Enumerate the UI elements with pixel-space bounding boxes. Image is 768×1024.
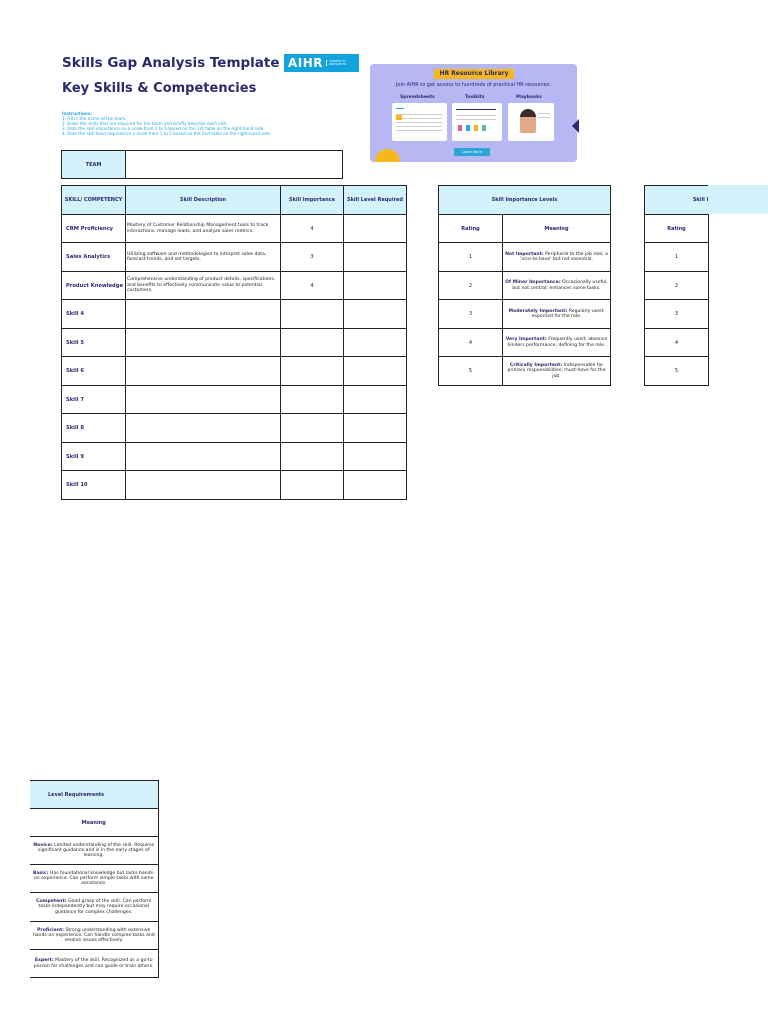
- table-row: [30, 950, 158, 978]
- skill-description[interactable]: Comprehensive understanding of product details, specifications, and benefits to effectively communicate value to potential customers.: [126, 272, 281, 300]
- skill-importance[interactable]: 4: [281, 272, 344, 300]
- skill-level[interactable]: [344, 386, 407, 414]
- decorative-circle-icon: [375, 149, 400, 162]
- skill-importance[interactable]: [281, 386, 344, 414]
- skill-description[interactable]: Utilizing software and methodologies to interpret sales data, forecast trends, and set targets.: [126, 243, 281, 272]
- skill-level-table: [644, 185, 709, 386]
- table-row: [30, 865, 158, 893]
- skill-name[interactable]: Skill 4: [62, 300, 126, 329]
- skill-importance[interactable]: [281, 471, 344, 500]
- level-rating: 3: [645, 300, 709, 329]
- level-table-header-overflow: [708, 185, 768, 214]
- skill-importance[interactable]: [281, 443, 344, 471]
- banner-category-toolkits: Toolkits: [465, 95, 485, 100]
- skill-name[interactable]: Skill 7: [62, 386, 126, 414]
- aihr-logo: [284, 54, 359, 72]
- table-row: [30, 922, 158, 950]
- level-rating: 4: [645, 329, 709, 357]
- skill-name[interactable]: Skill 9: [62, 443, 126, 471]
- skill-description[interactable]: [126, 386, 281, 414]
- instructions: [62, 111, 271, 136]
- skill-description[interactable]: Mastery of Customer Relationship Management tools to track interactions, manage leads, and analyze sales metrics.: [126, 215, 281, 243]
- skill-description[interactable]: [126, 300, 281, 329]
- level-table-title: Skill I: [645, 186, 709, 215]
- skill-level[interactable]: [344, 443, 407, 471]
- skill-level[interactable]: [344, 357, 407, 386]
- level-rating: 1: [645, 243, 709, 272]
- importance-meaning: Very Important: Frequently used; absence hinders performance; defining for the role.: [503, 329, 611, 357]
- skill-description[interactable]: [126, 471, 281, 500]
- level-meaning: Competent: Good grasp of the skill. Can perform tasks independently but may require occasional guidance for complex challenges.: [30, 893, 158, 922]
- toolkit-preview-card: [452, 103, 502, 141]
- table-row: [62, 443, 407, 471]
- level-col-rating: Rating: [645, 215, 709, 243]
- instruction-line: 3. Rate the skill importance on a scale from 1 to 5 based on the 1st table on the right-hand side.: [62, 126, 265, 131]
- importance-meaning: Not Important: Peripheral to the job role; a 'nice-to-have' but not essential.: [503, 243, 611, 272]
- table-row: [30, 893, 158, 922]
- header-skill-description: Skill Description: [126, 186, 281, 215]
- page-title: Skills Gap Analysis Template: [62, 55, 280, 71]
- skill-name[interactable]: Skill 6: [62, 357, 126, 386]
- level-meaning: Basic: Has foundational knowledge but lacks hands-on experience. Can perform simple tasks with some assistance.: [30, 865, 158, 893]
- instructions-heading: Instructions:: [62, 111, 93, 116]
- importance-table-title: Skill Importance Levels: [439, 186, 611, 215]
- instruction-line: 2. Enter the skills that are required for the team and briefly describe each skill.: [62, 121, 228, 126]
- skill-name[interactable]: CRM Proficiency: [62, 215, 126, 243]
- importance-rating: 2: [439, 272, 503, 300]
- importance-rating: 1: [439, 243, 503, 272]
- skills-table-header: [62, 186, 407, 215]
- logo-text: AIHR: [288, 56, 324, 70]
- hr-resource-library-banner[interactable]: [370, 64, 577, 162]
- level-meaning: Expert: Mastery of the skill. Recognized as a go-to person for challenges and can guide or train others.: [30, 950, 158, 978]
- skill-level[interactable]: [344, 215, 407, 243]
- table-row: [62, 329, 407, 357]
- learn-more-button[interactable]: Learn More: [454, 148, 490, 156]
- importance-rating: 5: [439, 357, 503, 386]
- spreadsheet-preview-card: [392, 103, 447, 141]
- table-row: [62, 300, 407, 329]
- skill-name[interactable]: Skill 8: [62, 414, 126, 443]
- skill-name[interactable]: Sales Analytics: [62, 243, 126, 272]
- skill-importance[interactable]: 3: [281, 243, 344, 272]
- table-row: [62, 243, 407, 272]
- table-row: [62, 386, 407, 414]
- importance-col-meaning: Meaning: [503, 215, 611, 243]
- skill-level[interactable]: [344, 243, 407, 272]
- instruction-line: 1. Fill in the name of the team.: [62, 116, 127, 121]
- skill-importance[interactable]: [281, 414, 344, 443]
- skill-level[interactable]: [344, 329, 407, 357]
- importance-levels-table: [438, 185, 611, 386]
- header-skill-competency: SKILL/ COMPETENCY: [62, 186, 126, 215]
- table-row: [62, 215, 407, 243]
- level-requirements-table: [30, 780, 159, 978]
- table-row: [439, 272, 611, 300]
- table-row: [439, 300, 611, 329]
- skill-name[interactable]: Skill 5: [62, 329, 126, 357]
- skill-level[interactable]: [344, 272, 407, 300]
- table-row: [62, 414, 407, 443]
- skills-table: [61, 185, 407, 500]
- importance-rating: 4: [439, 329, 503, 357]
- skill-description[interactable]: [126, 329, 281, 357]
- table-row: [439, 243, 611, 272]
- skill-importance[interactable]: [281, 357, 344, 386]
- skill-level[interactable]: [344, 471, 407, 500]
- table-row: [62, 471, 407, 500]
- team-label: TEAM: [62, 151, 126, 179]
- skill-level[interactable]: [344, 414, 407, 443]
- team-input[interactable]: [126, 151, 343, 179]
- level-rating: 2: [645, 272, 709, 300]
- team-table: [61, 150, 343, 179]
- table-row: [439, 357, 611, 386]
- importance-meaning: Moderately Important: Regularly used; expected for the role.: [503, 300, 611, 329]
- banner-subtitle: Join AIHR to get access to hundreds of practical HR resources.: [395, 82, 552, 88]
- table-row: [62, 272, 407, 300]
- table-row: [62, 357, 407, 386]
- page-subtitle: Key Skills & Competencies: [62, 81, 257, 96]
- table-row: [30, 837, 158, 865]
- importance-meaning: Critically Important: Indispensable for primary responsibilities; must-have for the job.: [503, 357, 611, 386]
- skill-description[interactable]: [126, 443, 281, 471]
- header-skill-importance: Skill Importance: [281, 186, 344, 215]
- importance-meaning: Of Minor Importance: Occasionally useful, but not central; enhances some tasks.: [503, 272, 611, 300]
- table-row: [439, 329, 611, 357]
- level-col-meaning: Meaning: [30, 809, 158, 837]
- logo-tagline: ACADEMY TO INNOVATE HR: [326, 60, 355, 66]
- importance-rating: 3: [439, 300, 503, 329]
- skill-description[interactable]: [126, 357, 281, 386]
- level-meaning: Novice: Limited understanding of the skill. Requires significant guidance and is in the early stages of learning.: [30, 837, 158, 865]
- level-requirements-title: Level Requirements: [30, 781, 158, 809]
- playbook-preview-card: [508, 103, 554, 141]
- skill-description[interactable]: [126, 414, 281, 443]
- banner-category-playbooks: Playbooks: [516, 95, 542, 100]
- skill-name[interactable]: Skill 10: [62, 471, 126, 500]
- skill-importance[interactable]: 4: [281, 215, 344, 243]
- level-rating: 5: [645, 357, 709, 386]
- skill-importance[interactable]: [281, 300, 344, 329]
- banner-category-spreadsheets: Spreadsheets: [400, 95, 435, 100]
- importance-col-rating: Rating: [439, 215, 503, 243]
- header-skill-level-required: Skill Level Required: [344, 186, 407, 215]
- skill-importance[interactable]: [281, 329, 344, 357]
- banner-title: HR Resource Library: [434, 69, 514, 79]
- skill-name[interactable]: Product Knowledge: [62, 272, 126, 300]
- skill-level[interactable]: [344, 300, 407, 329]
- instruction-line: 4. Rate the skill level required on a scale from 1 to 5 based on the 2nd table on the right-hand side.: [62, 131, 272, 136]
- level-meaning: Proficient: Strong understanding with extensive hands-on experience. Can handle complex tasks and resolve issues effectively.: [30, 922, 158, 950]
